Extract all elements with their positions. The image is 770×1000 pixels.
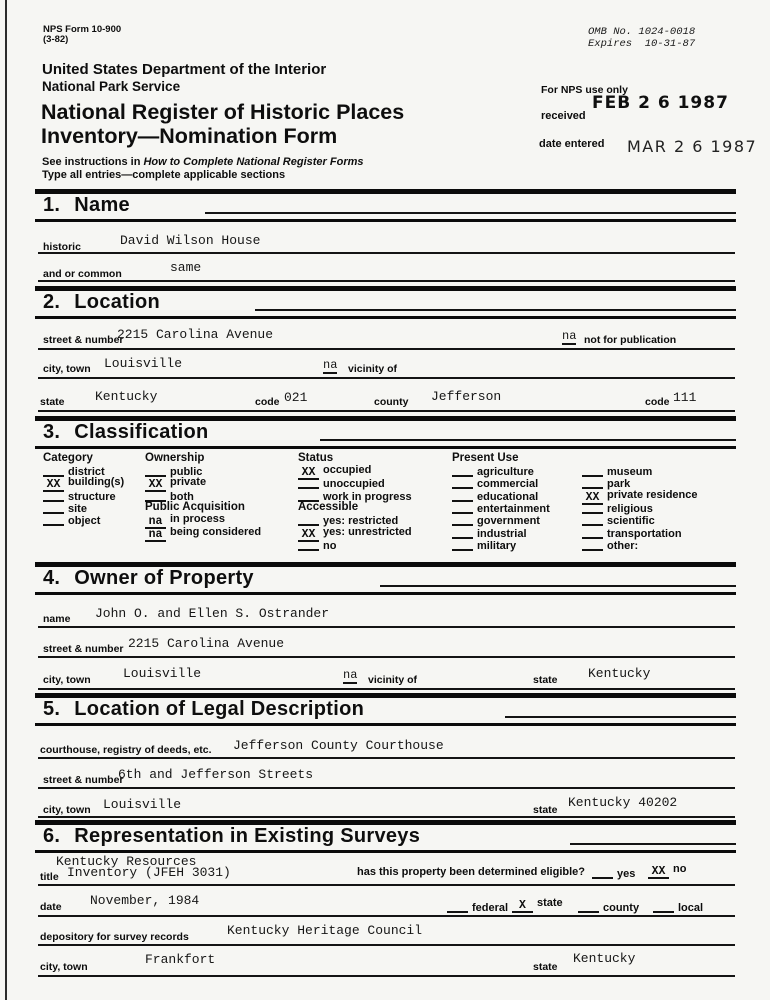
checkbox-local-level-label: local [678, 902, 704, 914]
section3-baseline-rule [320, 439, 736, 441]
checkbox-occupied-label: occupied [323, 464, 372, 476]
checkbox-unoccupied-mark [298, 476, 319, 489]
checkbox-structure-label: structure [68, 491, 116, 503]
section3-number: 3. [43, 421, 61, 443]
checkbox-other-label: other: [607, 540, 639, 552]
checkbox-federal-label: federal [472, 902, 509, 914]
survey-title-label: title [40, 871, 59, 883]
checkbox-commercial-mark [452, 476, 473, 489]
common-name-value: same [170, 260, 202, 275]
ownership-header: Ownership [145, 452, 205, 464]
owner-name-value: John O. and Ellen S. Ostrander [95, 606, 330, 621]
category-header: Category [43, 452, 93, 464]
checkbox-yes-restricted-label: yes: restricted [323, 515, 399, 527]
owner-vicinity-mark: na [343, 668, 358, 682]
checkbox-transportation-label: transportation [607, 528, 682, 540]
legal-state-value: Kentucky 40202 [568, 795, 678, 810]
owner-street-underline [38, 656, 735, 658]
form-revision: (3-82) [43, 34, 69, 45]
section2-number: 2. [43, 291, 61, 313]
location-city-underline [38, 377, 735, 379]
not-for-publication-mark: na [562, 329, 577, 343]
checkbox-county-level [578, 900, 639, 914]
checkbox-military-mark [452, 538, 473, 551]
legal-street-underline [38, 787, 735, 789]
checkbox-yes-unrestricted-mark: XX [298, 529, 319, 542]
section4-bottom-rule [35, 592, 736, 595]
location-state-label: state [40, 396, 65, 408]
checkbox-military-label: military [477, 540, 517, 552]
section6-title: Representation in Existing Surveys [74, 825, 421, 847]
checkbox-buildings-mark: XX [43, 479, 64, 492]
checkbox-park-mark [582, 476, 603, 489]
section5-bottom-rule [35, 723, 736, 726]
historic-label: historic [43, 241, 81, 253]
checkbox-local-level-mark [653, 900, 674, 913]
received-label: received [541, 110, 586, 122]
owner-city-label: city, town [43, 674, 91, 686]
scan-edge-artifact [5, 0, 7, 1000]
survey-date-label: date [40, 901, 62, 913]
location-street-label: street & number [43, 334, 124, 346]
section5-title: Location of Legal Description [74, 698, 365, 720]
section1-title: Name [74, 194, 130, 216]
state-code-label: code [255, 396, 280, 408]
public-acquisition-header: Public Acquisition [145, 501, 245, 513]
section1-heading [43, 194, 130, 217]
courthouse-label: courthouse, registry of deeds, etc. [40, 744, 212, 756]
checkbox-other-mark [582, 538, 603, 551]
present-use-header: Present Use [452, 452, 519, 464]
checkbox-unoccupied-label: unoccupied [323, 478, 385, 490]
instructions-manual-title: How to Complete National Register Forms [143, 156, 364, 168]
survey-date-underline [38, 915, 735, 917]
checkbox-park-label: park [607, 478, 631, 490]
checkbox-other [582, 538, 638, 552]
omb-number: OMB No. 1024-0018 [588, 26, 696, 38]
checkbox-eligible-yes-label: yes [617, 868, 636, 880]
checkbox-no-mark [298, 538, 319, 551]
checkbox-agriculture-label: agriculture [477, 466, 534, 478]
checkbox-site-label: site [68, 503, 87, 515]
courthouse-underline [38, 757, 735, 759]
checkbox-public-label: public [170, 466, 203, 478]
section4-number: 4. [43, 567, 61, 589]
owner-city-value: Louisville [123, 666, 202, 681]
section2-bottom-rule [35, 316, 736, 319]
survey-city-value: Frankfort [145, 952, 216, 967]
owner-street-label: street & number [43, 643, 124, 655]
checkbox-county-level-mark [578, 900, 599, 913]
checkbox-private-mark: XX [145, 479, 166, 492]
checkbox-commercial-label: commercial [477, 478, 539, 490]
section1-number: 1. [43, 194, 61, 216]
survey-city-underline [38, 975, 735, 977]
section2-title: Location [74, 291, 161, 313]
depository-value: Kentucky Heritage Council [227, 923, 423, 938]
checkbox-park [582, 476, 630, 490]
checkbox-in-process-label: in process [170, 513, 226, 525]
checkbox-government [452, 513, 540, 527]
checkbox-federal [447, 900, 508, 914]
historic-underline [38, 252, 735, 254]
location-city-value: Louisville [104, 356, 183, 371]
section5-baseline-rule [505, 716, 736, 718]
survey-title-value-line2: Inventory (JFEH 3031) [67, 865, 231, 880]
accessible-header: Accessible [298, 501, 359, 513]
county-label: county [374, 396, 409, 408]
checkbox-yes-restricted [298, 513, 398, 527]
checkbox-military [452, 538, 516, 552]
date-entered-label: date entered [539, 138, 605, 150]
checkbox-scientific [582, 513, 655, 527]
section4-baseline-rule [380, 585, 736, 587]
survey-state-value: Kentucky [573, 951, 636, 966]
section6-baseline-rule [570, 843, 736, 845]
location-street-underline [38, 348, 735, 350]
checkbox-unoccupied [298, 476, 385, 490]
checkbox-county-level-label: county [603, 902, 640, 914]
checkbox-private-label: private [170, 476, 207, 488]
checkbox-federal-mark [447, 900, 468, 913]
legal-street-value: 6th and Jefferson Streets [118, 767, 314, 782]
checkbox-occupied-mark: XX [298, 467, 319, 480]
checkbox-buildings-label: building(s) [68, 476, 125, 488]
instructions-prefix: See instructions in [42, 156, 144, 168]
survey-title-value-line1: Kentucky Resources [56, 854, 197, 869]
checkbox-being-considered-label: being considered [170, 526, 262, 538]
checkbox-scientific-label: scientific [607, 515, 655, 527]
owner-name-underline [38, 626, 735, 628]
owner-state-value: Kentucky [588, 666, 651, 681]
legal-street-label: street & number [43, 774, 124, 786]
checkbox-government-label: government [477, 515, 540, 527]
checkbox-eligible-no-mark: XX [648, 866, 669, 879]
legal-state-label: state [533, 804, 558, 816]
checkbox-object [43, 513, 100, 527]
survey-title-underline [38, 884, 735, 886]
checkbox-private-residence-label: private residence [607, 489, 698, 501]
location-vicinity-mark: na [323, 358, 338, 372]
section1-bottom-rule [35, 219, 736, 222]
section5-heading [43, 698, 364, 721]
section4-title: Owner of Property [74, 567, 254, 589]
checkbox-eligible-no [648, 863, 686, 879]
county-code-value: 111 [673, 390, 697, 405]
location-state-underline [38, 410, 735, 412]
owner-street-value: 2215 Carolina Avenue [128, 636, 285, 651]
not-for-publication-label: not for publication [584, 334, 677, 346]
checkbox-no [298, 538, 336, 552]
state-code-value: 021 [284, 390, 308, 405]
checkbox-state-level-mark: X [512, 900, 533, 913]
received-date-stamp: FEB 2 6 1987 [592, 93, 729, 113]
date-entered-stamp: MAR 2 6 1987 [627, 137, 758, 156]
section3-bottom-rule [35, 446, 736, 449]
section1-top-rule [35, 189, 736, 194]
section3-heading [43, 421, 209, 444]
checkbox-commercial [452, 476, 538, 490]
survey-state-label: state [533, 961, 558, 973]
doc-title-line1: National Register of Historic Places [41, 100, 405, 124]
omb-expires: Expires 10-31-87 [588, 38, 696, 50]
common-name-underline [38, 280, 735, 282]
eligible-question: has this property been determined eligible? [357, 866, 585, 878]
department-name: United States Department of the Interior [42, 61, 327, 78]
nps-use-only-label: For NPS use only [541, 84, 628, 96]
common-name-label: and or common [43, 268, 122, 280]
checkbox-object-mark [43, 513, 64, 526]
section6-number: 6. [43, 825, 61, 847]
owner-city-underline [38, 688, 735, 690]
checkbox-eligible-yes [592, 866, 635, 880]
section6-bottom-rule [35, 850, 736, 853]
depository-label: depository for survey records [40, 931, 189, 943]
section3-title: Classification [74, 421, 209, 443]
section6-heading [43, 825, 420, 848]
depository-underline [38, 944, 735, 946]
checkbox-government-mark [452, 513, 473, 526]
doc-title-line2: Inventory—Nomination Form [41, 124, 338, 148]
checkbox-museum-label: museum [607, 466, 653, 478]
checkbox-object-label: object [68, 515, 101, 527]
checkbox-entertainment-label: entertainment [477, 503, 550, 515]
checkbox-no-label: no [323, 540, 337, 552]
location-vicinity-label: vicinity of [348, 363, 398, 375]
checkbox-eligible-yes-mark [592, 866, 613, 879]
legal-city-value: Louisville [103, 797, 182, 812]
checkbox-both-label: both [170, 491, 194, 503]
checkbox-religious-label: religious [607, 503, 653, 515]
checkbox-scientific-mark [582, 513, 603, 526]
location-state-value: Kentucky [95, 389, 158, 404]
checkbox-in-process-mark: na [145, 516, 166, 529]
section1-baseline-rule [205, 212, 736, 214]
historic-value: David Wilson House [120, 233, 261, 248]
form-number: NPS Form 10-900 [43, 24, 122, 35]
checkbox-district-label: district [68, 466, 105, 478]
checkbox-private-residence-mark: XX [582, 492, 603, 505]
checkbox-local-level [653, 900, 703, 914]
owner-state-label: state [533, 674, 558, 686]
county-value: Jefferson [431, 389, 502, 404]
location-city-label: city, town [43, 363, 91, 375]
checkbox-yes-unrestricted-label: yes: unrestricted [323, 526, 412, 538]
section4-heading [43, 567, 254, 590]
service-name: National Park Service [42, 79, 181, 94]
checkbox-work-in-progress-label: work in progress [323, 491, 412, 503]
county-code-label: code [645, 396, 670, 408]
checkbox-being-considered [145, 526, 261, 542]
survey-date-value: November, 1984 [90, 893, 200, 908]
checkbox-being-considered-mark: na [145, 529, 166, 542]
legal-city-label: city, town [43, 804, 91, 816]
checkbox-industrial-label: industrial [477, 528, 527, 540]
legal-city-underline [38, 816, 735, 818]
checkbox-educational-label: educational [477, 491, 539, 503]
status-header: Status [298, 452, 334, 464]
instructions-line2: Type all entries—complete applicable sections [42, 169, 286, 181]
instructions-line1 [42, 156, 364, 168]
location-street-value: 2215 Carolina Avenue [117, 327, 274, 342]
owner-name-label: name [43, 613, 71, 625]
survey-city-label: city, town [40, 961, 88, 973]
section2-baseline-rule [255, 309, 736, 311]
checkbox-yes-restricted-mark [298, 513, 319, 526]
section5-number: 5. [43, 698, 61, 720]
owner-vicinity-label: vicinity of [368, 674, 418, 686]
section2-heading [43, 291, 160, 314]
checkbox-state-level [512, 897, 563, 913]
checkbox-state-level-label: state [537, 897, 563, 909]
courthouse-value: Jefferson County Courthouse [233, 738, 444, 753]
checkbox-eligible-no-label: no [673, 863, 687, 875]
